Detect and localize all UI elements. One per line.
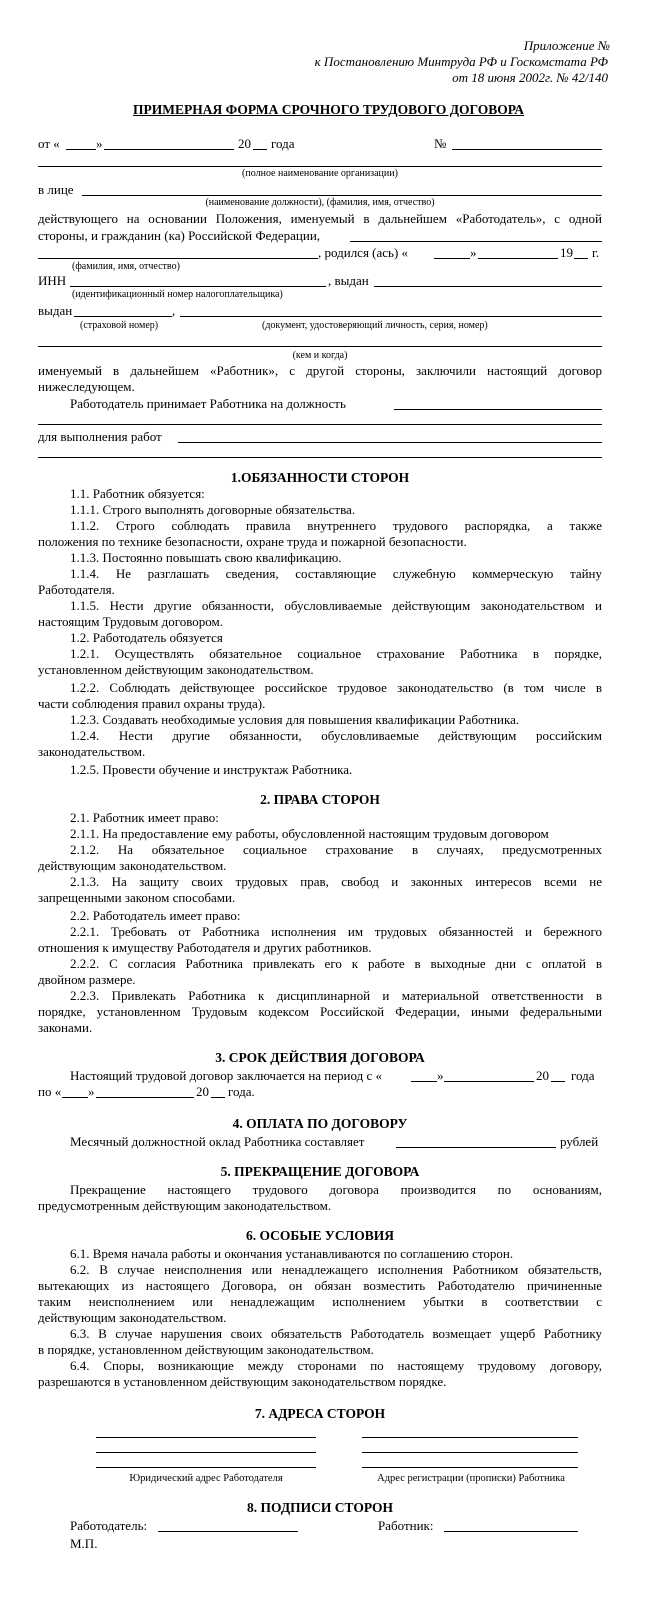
- s2-p1-3a: 2.1.3. На защиту своих трудовых прав, свобод и законных интересов всеми не: [70, 874, 602, 889]
- employer-address-line-2[interactable]: [96, 1452, 316, 1453]
- stamp-label: М.П.: [70, 1536, 98, 1551]
- s1-p1-5b: настоящим Трудовым договором.: [38, 614, 224, 629]
- caption-inn: (идентификационный номер налогоплательщика): [72, 289, 283, 300]
- period-start-day[interactable]: [411, 1081, 437, 1082]
- section-5-heading: 5. ПРЕКРАЩЕНИЕ ДОГОВОРА: [220, 1164, 420, 1179]
- inn-issued-field[interactable]: [374, 286, 602, 287]
- s2-p1-3b: запрещенными законом способами.: [38, 890, 236, 905]
- worker-sign-label: Работник:: [378, 1518, 434, 1533]
- inn-label: ИНН: [38, 273, 67, 288]
- born-g: г.: [592, 245, 600, 260]
- s3-y20-2: 20: [196, 1084, 209, 1099]
- worker-address-line-1[interactable]: [362, 1437, 578, 1438]
- s1-p1-2a: 1.1.2. Строго соблюдать правила внутреннего трудового распорядка, а также: [70, 518, 602, 533]
- s1-p1-2b: положения по технике безопасности, охране труда и пожарной безопасности.: [38, 534, 467, 549]
- s1-p2-4b: законодательством.: [38, 744, 146, 759]
- issued-label: , выдан: [328, 273, 369, 288]
- s1-p2-1a: 1.2.1. Осуществлять обязательное социальное страхование Работника в порядке,: [70, 646, 602, 661]
- employer-sign-label: Работодатель:: [70, 1518, 148, 1533]
- s1-p1-5a: 1.1.5. Нести другие обязанности, обусловливаемые действующим законодательством и: [70, 598, 602, 613]
- accepts-label: Работодатель принимает Работника на должность: [70, 396, 346, 411]
- caption-employer-address: Юридический адрес Работодателя: [129, 1473, 283, 1484]
- caption-worker-address: Адрес регистрации (прописки) Работника: [377, 1473, 565, 1484]
- caption-insurance: (страховой номер): [80, 320, 159, 331]
- in-person-label: в лице: [38, 182, 74, 197]
- date-close: »: [96, 136, 103, 151]
- s1-p1-3: 1.1.3. Постоянно повышать свою квалификацию.: [70, 550, 342, 565]
- s3-close-2: »: [88, 1084, 95, 1099]
- s3-line-1: Настоящий трудовой договор заключается на период с «: [70, 1068, 382, 1083]
- position-field-2[interactable]: [38, 424, 602, 425]
- acting-line-2: стороны, и гражданин (ка) Российской Федерации,: [38, 228, 321, 243]
- section-4-heading: 4. ОПЛАТА ПО ДОГОВОРУ: [232, 1116, 408, 1131]
- s5-l1: Прекращение настоящего трудового договора производится по основаниям,: [70, 1182, 602, 1197]
- s6-p2a: 6.2. В случае неисполнения или ненадлежащего исполнения Работником обязательств,: [70, 1262, 602, 1277]
- s6-p1: 6.1. Время начала работы и окончания устанавливаются по соглашению сторон.: [70, 1246, 514, 1261]
- section-7-heading: 7. АДРЕСА СТОРОН: [254, 1406, 386, 1421]
- s1-p2-4a: 1.2.4. Нести другие обязанности, обусловливаемые действующим российским: [70, 728, 602, 743]
- s3-close-1: »: [437, 1068, 444, 1083]
- s2-p2-3a: 2.2.3. Привлекать Работника к дисциплинарной и материальной ответственности в: [70, 988, 602, 1003]
- birth-day-field[interactable]: [434, 258, 470, 259]
- s2-p1: 2.1. Работник имеет право:: [70, 810, 219, 825]
- s1-p2-2a: 1.2.2. Соблюдать действующее российское трудовое законодательство (в том числе в: [70, 680, 602, 695]
- s2-p2-1b: отношения к имуществу Работодателя и других работников.: [38, 940, 372, 955]
- employer-signature-field[interactable]: [158, 1531, 298, 1532]
- s2-p2-1a: 2.2.1. Требовать от Работника исполнения им трудовых обязанностей и бережного: [70, 924, 602, 939]
- s2-p2: 2.2. Работодатель имеет право:: [70, 908, 241, 923]
- worker-address-line-3[interactable]: [362, 1467, 578, 1468]
- s3-y20-1: 20: [536, 1068, 549, 1083]
- s2-p1-2a: 2.1.2. На обязательное социальное страхование в случаях, предусмотренных: [70, 842, 602, 857]
- s1-p1: 1.1. Работник обязуется:: [70, 486, 205, 501]
- employer-address-line-3[interactable]: [96, 1467, 316, 1468]
- period-end-year[interactable]: [211, 1097, 225, 1098]
- s2-p1-2b: действующим законодательством.: [38, 858, 227, 873]
- year-prefix: 20: [238, 136, 251, 151]
- period-start-year[interactable]: [551, 1081, 565, 1082]
- s1-p2-5: 1.2.5. Провести обучение и инструктаж Работника.: [70, 762, 353, 777]
- s4-line: Месячный должностной оклад Работника составляет: [70, 1134, 365, 1149]
- citizen-field-1[interactable]: [350, 241, 602, 242]
- worker-line-2: нижеследующем.: [38, 379, 135, 394]
- issued2-label: выдан: [38, 303, 73, 318]
- s4-rub: рублей: [560, 1134, 599, 1149]
- s1-p2-3: 1.2.3. Создавать необходимые условия для повышения квалификации Работника.: [70, 712, 520, 727]
- s6-p4a: 6.4. Споры, возникающие между сторонами по настоящему трудовому договору,: [70, 1358, 602, 1373]
- caption-fio: (фамилия, имя, отчество): [72, 261, 180, 272]
- s6-p2c: таким неисполнением или ненадлежащим исполнением убытки в соответствии с: [38, 1294, 602, 1309]
- comma-sep: ,: [172, 303, 176, 318]
- s2-p2-3c: законами.: [38, 1020, 93, 1035]
- s5-l2: предусмотренным действующим законодательством.: [38, 1198, 332, 1213]
- s6-p3a: 6.3. В случае нарушения своих обязательств Работодатель возмещает ущерб Работнику: [70, 1326, 602, 1341]
- document-field[interactable]: [180, 316, 602, 317]
- salary-field[interactable]: [396, 1147, 556, 1148]
- contract-number-field[interactable]: [452, 149, 602, 150]
- inn-field[interactable]: [70, 286, 326, 287]
- number-sign: №: [434, 136, 447, 151]
- year-field[interactable]: [253, 149, 267, 150]
- org-name-field[interactable]: [38, 166, 602, 167]
- period-start-month[interactable]: [444, 1081, 534, 1082]
- citizen-field-2[interactable]: [38, 258, 318, 259]
- worker-address-line-2[interactable]: [362, 1452, 578, 1453]
- caption-position: (наименование должности), (фамилия, имя, отчество): [205, 197, 435, 208]
- s2-p1-1: 2.1.1. На предоставление ему работы, обусловленной настоящим трудовым договором: [70, 826, 549, 841]
- s1-p2-1b: установленном действующим законодательством.: [38, 662, 314, 677]
- s3-year: года: [571, 1068, 595, 1083]
- section-3-heading: 3. СРОК ДЕЙСТВИЯ ДОГОВОРА: [215, 1050, 425, 1065]
- s6-p2b: вытекающих из настоящего Договора, он обязан возместить Работодателю причиненные: [38, 1278, 602, 1293]
- date-prefix: от «: [38, 136, 60, 151]
- year-word: года: [271, 136, 295, 151]
- for-work-label: для выполнения работ: [38, 429, 162, 444]
- s1-p2: 1.2. Работодатель обязуется: [70, 630, 223, 645]
- s1-p1-4a: 1.1.4. Не разглашать сведения, составляющие служебную коммерческую тайну: [70, 566, 602, 581]
- born-year: 19: [560, 245, 573, 260]
- s2-p2-3b: порядке, установленном Трудовым кодексом Российской Федерации, иными федеральными: [38, 1004, 602, 1019]
- birth-month-field[interactable]: [478, 258, 558, 259]
- caption-document: (документ, удостоверяющий личность, серия, номер): [262, 320, 488, 331]
- born-close: »: [470, 245, 477, 260]
- worker-line-1: именуемый в дальнейшем «Работник», с другой стороны, заключили настоящий договор: [38, 363, 602, 378]
- section-8-heading: 8. ПОДПИСИ СТОРОН: [247, 1500, 393, 1515]
- appendix-line-2: к Постановлению Минтруда РФ и Госкомстата РФ: [314, 54, 608, 69]
- s1-p1-4b: Работодателя.: [38, 582, 115, 597]
- issued-by-field[interactable]: [38, 346, 602, 347]
- insurance-number-field[interactable]: [74, 316, 172, 317]
- work-field[interactable]: [178, 442, 602, 443]
- s3-god: года.: [228, 1084, 255, 1099]
- section-1-heading: 1.ОБЯЗАННОСТИ СТОРОН: [230, 470, 410, 485]
- s6-p4b: разрешаются в установленном действующим законодательством порядке.: [38, 1374, 447, 1389]
- appendix-line-3: от 18 июня 2002г. № 42/140: [452, 70, 608, 85]
- acting-line-1: действующего на основании Положения, именуемый в дальнейшем «Работодатель», с одной: [38, 211, 602, 226]
- period-end-day[interactable]: [62, 1097, 88, 1098]
- s2-p2-2b: двойном размере.: [38, 972, 136, 987]
- position-field[interactable]: [394, 409, 602, 410]
- worker-signature-field[interactable]: [444, 1531, 578, 1532]
- section-6-heading: 6. ОСОБЫЕ УСЛОВИЯ: [245, 1228, 395, 1243]
- work-field-2[interactable]: [38, 457, 602, 458]
- born-label: , родился (ась) «: [318, 245, 409, 260]
- s2-p2-2a: 2.2.2. С согласия Работника привлекать его к работе в выходные дни с оплатой в: [70, 956, 602, 971]
- caption-org: (полное наименование организации): [242, 168, 398, 179]
- s3-line-2: по «: [38, 1084, 62, 1099]
- s1-p2-2b: части соблюдения правил охраны труда).: [38, 696, 266, 711]
- s6-p3b: в порядке, установленном действующим законодательством.: [38, 1342, 374, 1357]
- caption-by-whom: (кем и когда): [292, 350, 348, 361]
- month-field[interactable]: [104, 149, 234, 150]
- representative-field[interactable]: [82, 195, 602, 196]
- appendix-line-1: Приложение №: [523, 38, 610, 53]
- section-2-heading: 2. ПРАВА СТОРОН: [260, 792, 380, 807]
- period-end-month[interactable]: [96, 1097, 194, 1098]
- s6-p2d: действующим законодательством.: [38, 1310, 227, 1325]
- birth-year-field[interactable]: [574, 258, 588, 259]
- day-field[interactable]: [66, 149, 96, 150]
- document-title: ПРИМЕРНАЯ ФОРМА СРОЧНОГО ТРУДОВОГО ДОГОВОРА: [133, 102, 525, 117]
- s1-p1-1: 1.1.1. Строго выполнять договорные обязательства.: [70, 502, 356, 517]
- employer-address-line-1[interactable]: [96, 1437, 316, 1438]
